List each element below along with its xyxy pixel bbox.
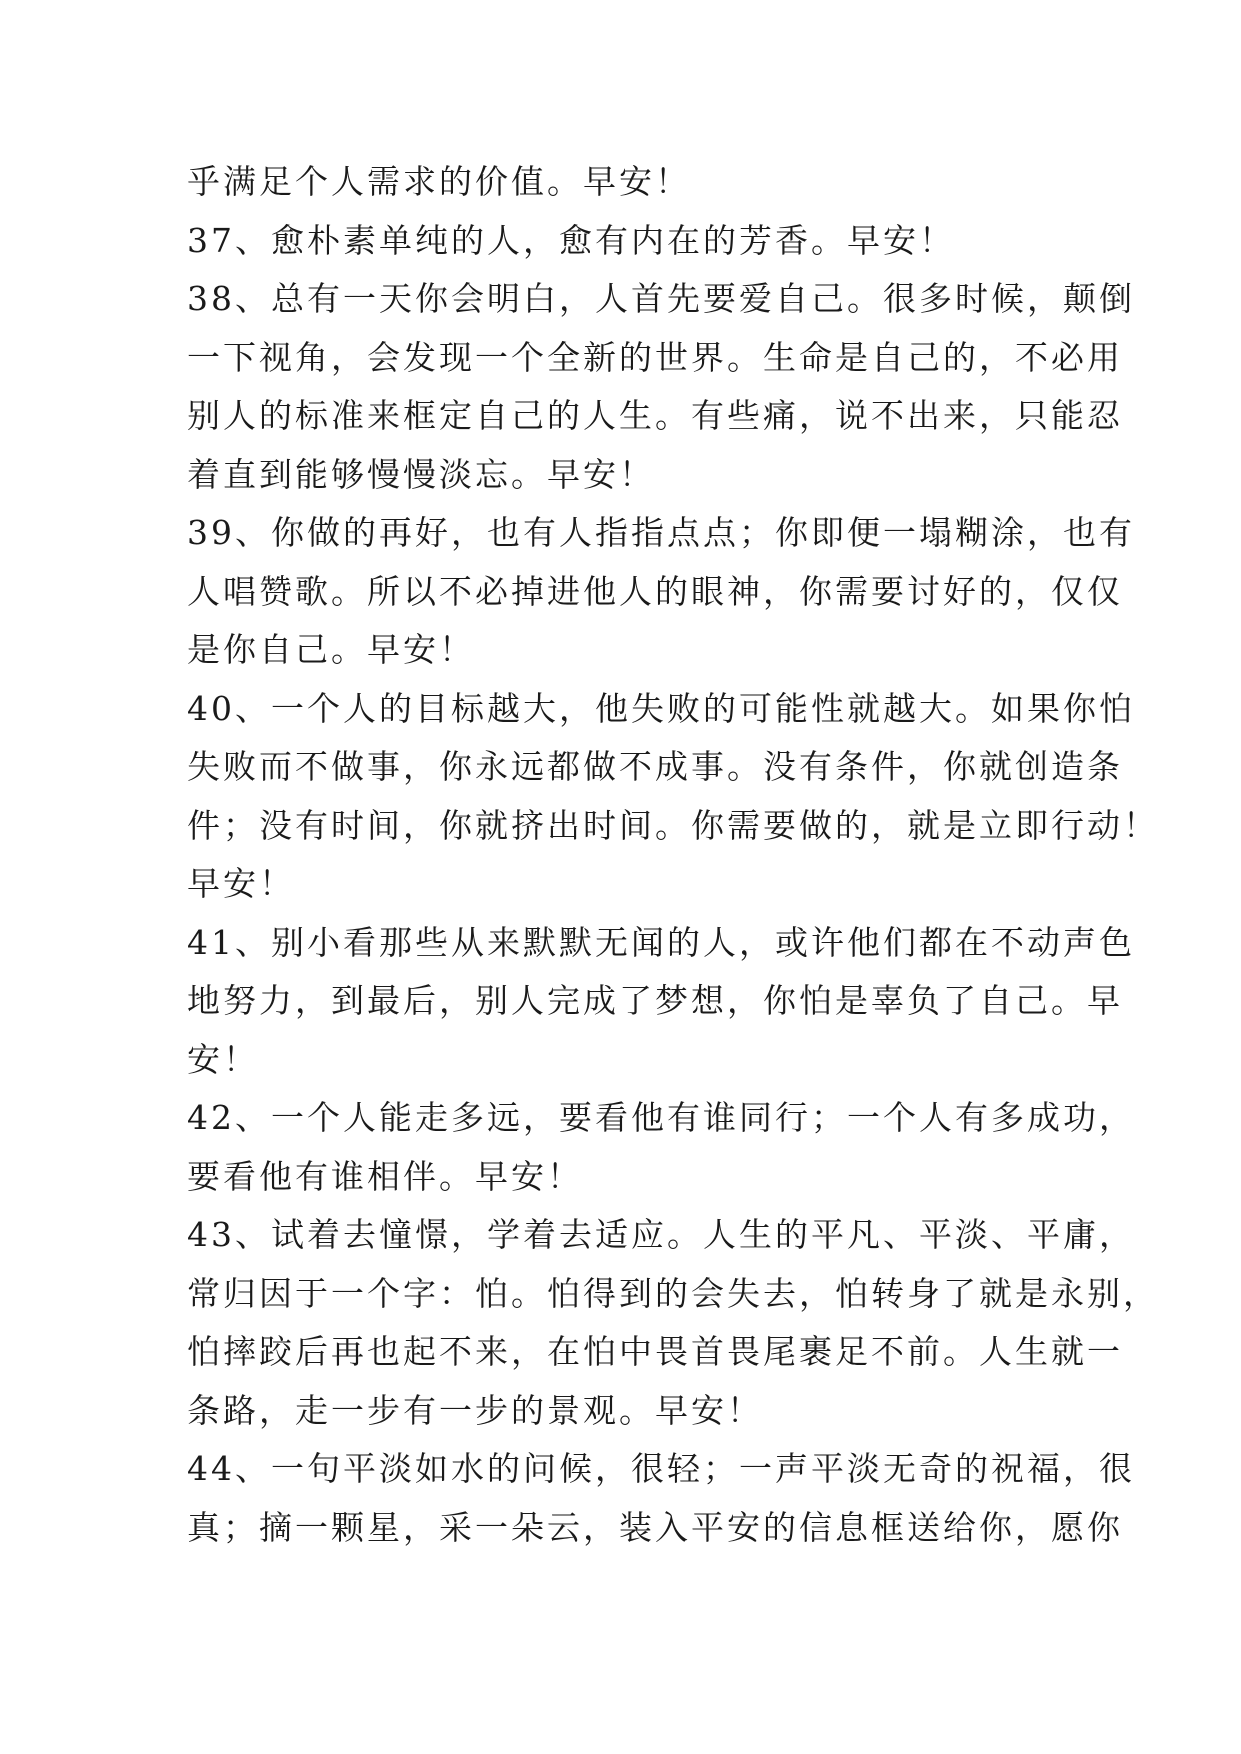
text-line: 别人的标准来框定自己的人生。有些痛，说不出来，只能忍 bbox=[187, 396, 1123, 435]
text-line: 安！ bbox=[187, 1039, 259, 1079]
text-line: 着直到能够慢慢淡忘。早安！ bbox=[187, 454, 655, 494]
text-line: 40、一个人的目标越大，他失败的可能性就越大。如果你怕 bbox=[187, 688, 1135, 728]
text-line: 常归因于一个字：怕。怕得到的会失去，怕转身了就是永别， bbox=[187, 1273, 1159, 1313]
text-line: 43、试着去憧憬，学着去适应。人生的平凡、平淡、平庸， bbox=[187, 1215, 1135, 1254]
text-line: 失败而不做事，你永远都做不成事。没有条件，你就创造条 bbox=[187, 747, 1123, 786]
text-line: 早安！ bbox=[187, 864, 295, 903]
text-line: 是你自己。早安！ bbox=[187, 630, 475, 669]
text-line: 条路，走一步有一步的景观。早安！ bbox=[187, 1390, 763, 1430]
text-line: 38、总有一天你会明白，人首先要爱自己。很多时候，颠倒 bbox=[187, 279, 1135, 318]
text-line: 怕摔跤后再也起不来，在怕中畏首畏尾裹足不前。人生就一 bbox=[187, 1332, 1123, 1371]
text-line: 42、一个人能走多远，要看他有谁同行；一个人有多成功， bbox=[187, 1098, 1135, 1137]
text-line: 一下视角，会发现一个全新的世界。生命是自己的，不必用 bbox=[187, 337, 1123, 377]
text-line: 乎满足个人需求的价值。早安！ bbox=[187, 162, 691, 201]
text-line: 地努力，到最后，别人完成了梦想，你怕是辜负了自己。早 bbox=[187, 981, 1123, 1020]
text-line: 要看他有谁相伴。早安！ bbox=[187, 1156, 583, 1196]
text-line: 39、你做的再好，也有人指指点点；你即便一塌糊涂，也有 bbox=[187, 513, 1135, 552]
text-line: 真；摘一颗星，采一朵云，装入平安的信息框送给你，愿你 bbox=[187, 1507, 1123, 1547]
document-body bbox=[187, 153, 1159, 1557]
text-line: 件；没有时间，你就挤出时间。你需要做的，就是立即行动！ bbox=[187, 805, 1159, 845]
text-line: 37、愈朴素单纯的人，愈有内在的芳香。早安！ bbox=[187, 220, 955, 260]
text-line: 44、一句平淡如水的问候，很轻；一声平淡无奇的祝福，很 bbox=[187, 1449, 1135, 1488]
text-line: 41、别小看那些从来默默无闻的人，或许他们都在不动声色 bbox=[187, 922, 1135, 962]
text-line: 人唱赞歌。所以不必掉进他人的眼神，你需要讨好的，仅仅 bbox=[187, 571, 1123, 611]
